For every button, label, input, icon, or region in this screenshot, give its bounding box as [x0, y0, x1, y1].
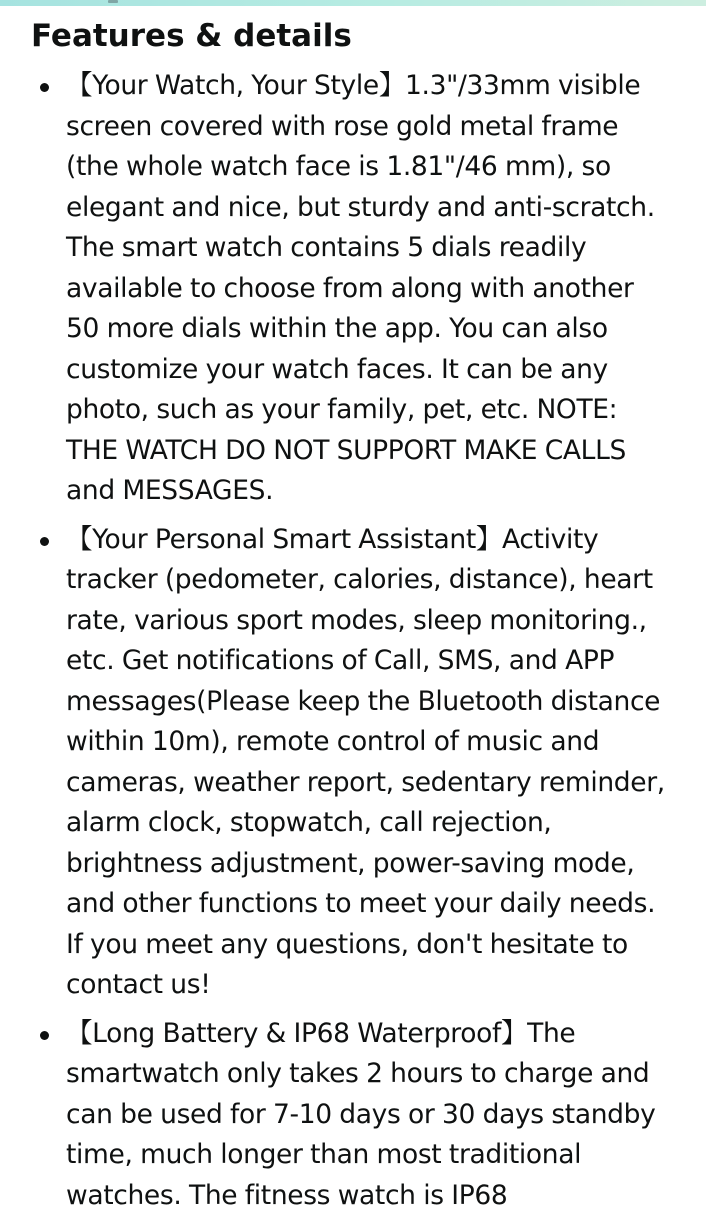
bullet-dot-icon	[40, 537, 49, 546]
bullet-dot-icon	[40, 83, 49, 92]
top-edge-mark	[108, 0, 118, 3]
features-details-section	[0, 6, 706, 1219]
feature-bullet-item-smart-assistant	[0, 520, 706, 1006]
feature-bullet-item-watch-style	[0, 66, 706, 512]
bullet-dot-icon	[40, 1031, 49, 1040]
feature-bullet-list	[0, 66, 706, 1224]
feature-bullet-text: 【Long Battery & IP68 Waterproof】The smartwatch only takes 2 hours to charge and can be used for 7-10 days or 30 days standby time, much longer than most traditional watches. The fitness watch is IP68	[66, 1017, 656, 1211]
feature-bullet-text: 【Your Watch, Your Style】1.3"/33mm visible screen covered with rose gold metal frame (the whole watch face is 1.81"/46 mm), so elegant and nice, but sturdy and anti-scratch. The smart watch contains 5 dials readily available to choose from along with another 50 more dials within the app. You can also customize your watch faces. It can be any photo, such as your family, pet, etc. NOTE: THE WATCH DO NOT SUPPORT MAKE CALLS and MESSAGES.	[66, 70, 655, 506]
section-title: Features & details	[31, 18, 352, 54]
feature-bullet-item-battery-waterproof	[0, 1014, 706, 1217]
feature-bullet-text: 【Your Personal Smart Assistant】Activity tracker (pedometer, calories, distance), heart rate, various sport modes, sleep monitoring., etc. Get notifications of Call, SMS, and APP messages(Please keep the Bluetooth distance within 10m), remote control of music and cameras, weather report, sedentary reminder, alarm clock, stopwatch, call rejection, brightness adjustment, power-saving mode, and other functions to meet your daily needs. If you meet any questions, don't hesitate to contact us!	[66, 523, 665, 1000]
